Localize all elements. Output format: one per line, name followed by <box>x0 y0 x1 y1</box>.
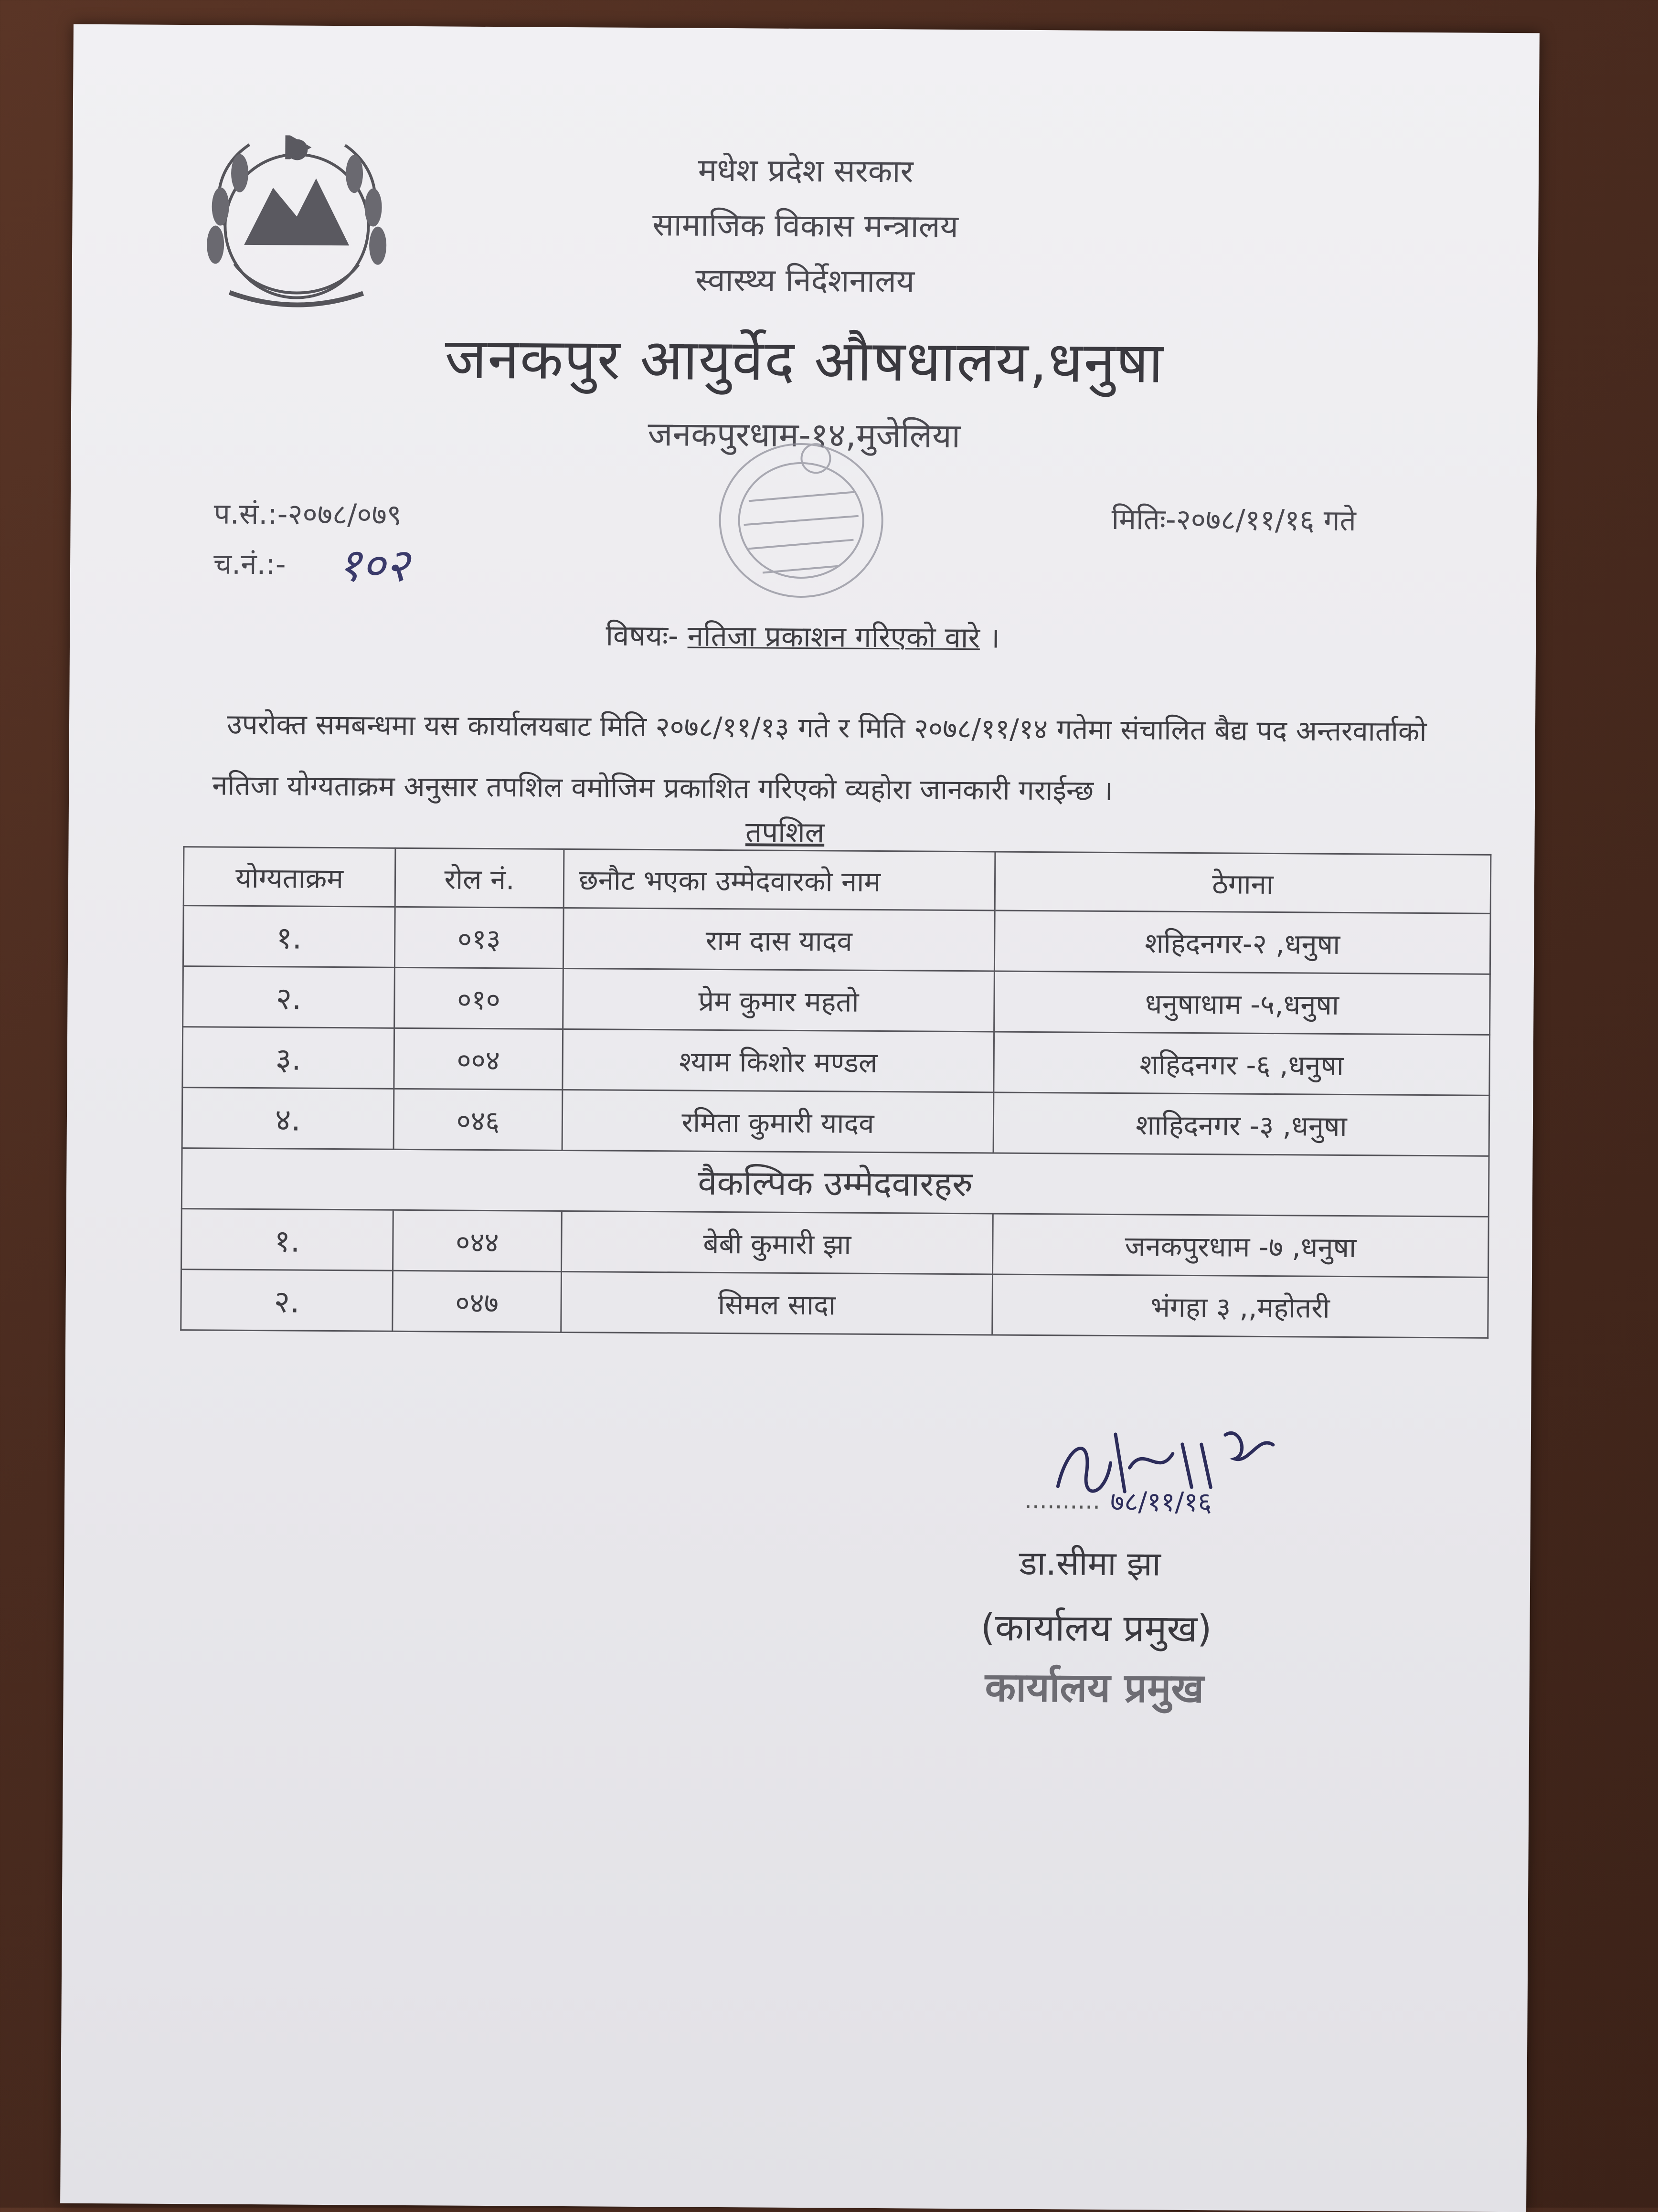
chalan-number: १०२ <box>337 538 410 592</box>
signer-name: डा.सीमा झा <box>1019 1543 1161 1584</box>
roll-cell: ०१० <box>394 967 563 1029</box>
subject-line <box>70 612 1536 660</box>
letter-date: मितिः-२०७८/११/१६ गते <box>1111 502 1356 538</box>
header-province: मधेश प्रदेश सरकार <box>698 151 914 190</box>
signature-dots: .......... <box>1024 1486 1101 1514</box>
roll-cell: ०४४ <box>393 1210 562 1271</box>
signer-post: (कार्यालय प्रमुख) <box>980 1606 1212 1651</box>
svg-text:७८/११/१६: ७८/११/१६ <box>1110 1486 1212 1518</box>
table-header-row <box>183 847 1491 914</box>
reference-number: प.सं.:-२०७८/०७९ <box>213 497 402 532</box>
address-cell: जनकपुरधाम -७ ,धनुषा <box>993 1214 1489 1277</box>
header-directorate: स्वास्थ्य निर्देशनालय <box>695 261 915 300</box>
roll-cell: ०१३ <box>394 907 563 968</box>
header-rank: योग्यताक्रम <box>183 847 395 907</box>
header-ministry: सामाजिक विकास मन्त्रालय <box>652 206 958 245</box>
name-cell: श्याम किशोर मण्डल <box>563 1029 994 1092</box>
rank-cell: ४. <box>182 1088 394 1150</box>
rank-cell: १. <box>181 1209 393 1271</box>
rank-cell: १. <box>183 906 395 968</box>
subject-text: नतिजा प्रकाशन गरिएको वारे <box>687 619 980 655</box>
name-cell: प्रेम कुमार महतो <box>563 968 995 1032</box>
rank-cell: ३. <box>182 1027 394 1089</box>
table-row <box>181 1270 1488 1338</box>
name-cell: बेबी कुमारी झा <box>562 1211 993 1274</box>
table-row <box>183 906 1490 974</box>
name-cell: रमिता कुमारी यादव <box>562 1090 994 1153</box>
office-stamp-icon <box>705 429 897 612</box>
post-rubber-stamp: कार्यालय प्रमुख <box>985 1663 1204 1712</box>
results-table <box>180 846 1491 1339</box>
address-cell: शहिदनगर -६ ,धनुषा <box>994 1032 1490 1095</box>
alternate-section-row <box>181 1148 1489 1217</box>
rank-cell: २. <box>181 1270 393 1332</box>
office-address: जनकपुरधाम-१४,मुजेलिया <box>648 414 961 456</box>
body-paragraph: उपरोक्त समबन्धमा यस कार्यालयबाट मिति २०७८/११/१३ गते र मिति २०७८/११/१४ गतेमा संचालित बैद्य पद अन्तरवार्ताको नतिजा योग्यताक्रम अनुसार तपशिल वमोजिम प्रकाशित गरिएको व्यहोरा जानकारी गराईन्छ । <box>212 708 1427 807</box>
subject-label: विषयः- <box>606 619 679 653</box>
header-address: ठेगाना <box>995 852 1491 913</box>
document-page <box>60 24 1540 2212</box>
subject-end: । <box>988 621 1000 655</box>
address-cell: शाहिदनगर -३ ,धनुषा <box>993 1092 1489 1156</box>
roll-cell: ०४७ <box>393 1270 562 1332</box>
table-title: तपशिल <box>745 815 825 850</box>
roll-cell: ०४६ <box>393 1089 563 1150</box>
address-cell: भंगहा ३ ,,महोतरी <box>992 1274 1488 1338</box>
name-cell: राम दास यादव <box>563 908 995 971</box>
office-name: जनकपुर आयुर्वेद औषधालय,धनुषा <box>445 325 1165 396</box>
chalan-label: च.नं.:- <box>213 547 286 582</box>
header-roll: रोल नं. <box>395 848 564 908</box>
roll-cell: ००४ <box>394 1028 563 1090</box>
address-cell: शहिदनगर-२ ,धनुषा <box>994 910 1490 974</box>
name-cell: सिमल सादा <box>561 1271 993 1335</box>
rank-cell: २. <box>183 966 395 1028</box>
address-cell: धनुषाधाम -५,धनुषा <box>994 971 1490 1035</box>
table-row <box>182 1088 1489 1156</box>
table-row <box>182 1027 1490 1096</box>
table-row <box>183 966 1490 1035</box>
table-row <box>181 1209 1489 1278</box>
header-name: छनौट भएका उम्मेदवारको नाम <box>563 849 995 910</box>
alternate-heading: वैकल्पिक उम्मेदवारहरु <box>181 1148 1489 1217</box>
